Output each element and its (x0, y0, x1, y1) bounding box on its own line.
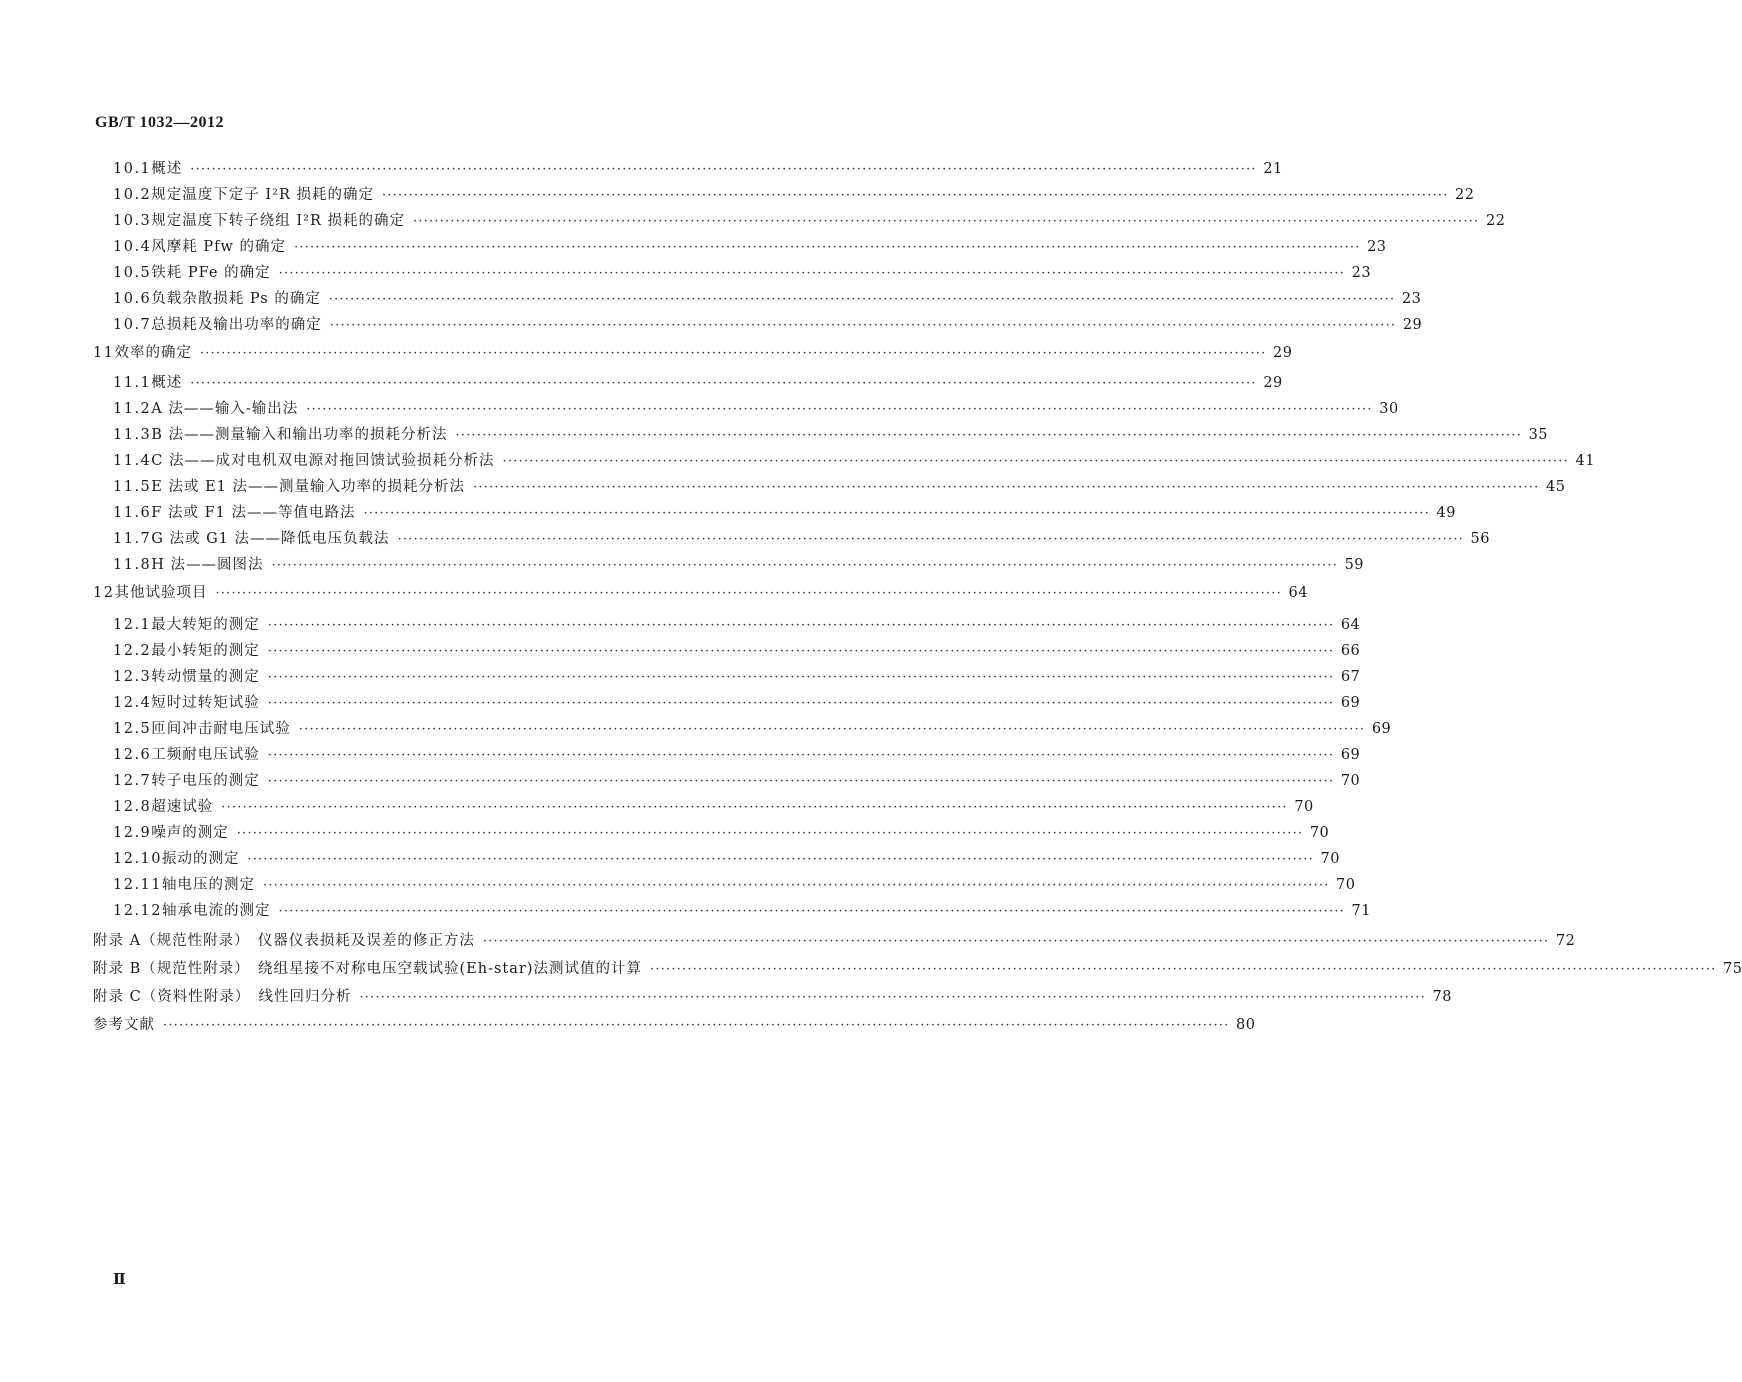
toc-entry-number: 12.7 (113, 773, 152, 789)
toc-entry-title: 概述 (151, 375, 183, 391)
toc-entry-title: A 法——输入-输出法 (151, 401, 299, 417)
toc-entry[interactable] (113, 692, 1361, 714)
toc-entry[interactable] (93, 958, 1742, 980)
toc-entry-number: 11.8 (113, 557, 152, 573)
dot-leader: ········································································································································································································ (650, 962, 1717, 977)
toc-entry[interactable] (113, 184, 1475, 206)
toc-entry-page: 70 (1294, 799, 1314, 815)
toc-entry-page: 67 (1340, 669, 1361, 685)
toc-entry-page: 70 (1336, 877, 1356, 893)
dot-leader: ········································································································································································································ (359, 990, 1426, 1005)
toc-entry-page: 45 (1546, 479, 1566, 495)
toc-entry-number: 11.5 (113, 479, 152, 495)
toc-entry-title: 轴承电流的测定 (162, 903, 271, 919)
toc-entry-number: 12.3 (113, 669, 152, 685)
toc-entry-title: H 法——圆图法 (151, 557, 264, 573)
dot-leader: ········································································································································································································ (482, 934, 1550, 949)
toc-entry[interactable] (113, 450, 1595, 472)
dot-leader: ········································································································································································································ (329, 318, 1397, 333)
toc-entry-title: B 法——测量输入和输出功率的损耗分析法 (151, 427, 448, 443)
toc-entry-page: 23 (1351, 265, 1372, 281)
toc-entry-title: 规定温度下定子 I²R 损耗的确定 (151, 187, 374, 203)
toc-entry-title: F 法或 F1 法——等值电路法 (151, 505, 356, 521)
toc-entry-page: 66 (1340, 643, 1361, 659)
toc-entry-number: 11 (93, 345, 115, 361)
toc-entry-number: 12.5 (113, 721, 152, 737)
toc-entry-title: 最大转矩的测定 (151, 617, 260, 633)
toc-entry[interactable] (93, 582, 1308, 604)
dot-leader: ········································································································································································································ (215, 586, 1282, 601)
toc-entry-page: 49 (1436, 505, 1456, 521)
toc-entry[interactable] (113, 314, 1423, 336)
toc-entry-page: 78 (1432, 989, 1452, 1005)
toc-entry-title: 工频耐电压试验 (151, 747, 260, 763)
toc-entry-title: 附录 B（规范性附录） 绕组星接不对称电压空载试验(Eh-star)法测试值的计算 (93, 961, 642, 977)
toc-entry-page: 64 (1288, 585, 1308, 601)
toc-entry[interactable] (113, 236, 1387, 258)
dot-leader: ········································································································································································································ (221, 800, 1288, 815)
toc-entry-page: 35 (1528, 427, 1549, 443)
toc-entry-title: 噪声的测定 (151, 825, 229, 841)
toc-entry-title: 超速试验 (151, 799, 214, 815)
toc-entry[interactable] (113, 398, 1399, 420)
toc-entry-page: 29 (1263, 375, 1283, 391)
toc-entry-number: 10.2 (113, 187, 152, 203)
document-header: GB/T 1032—2012 (95, 114, 224, 131)
toc-entry[interactable] (113, 900, 1371, 922)
toc-entry-page: 22 (1455, 187, 1475, 203)
toc-entry-page: 70 (1309, 825, 1330, 841)
toc-entry-number: 12.12 (113, 903, 163, 919)
dot-leader: ········································································································································································································ (502, 454, 1569, 469)
toc-entry-title: 风摩耗 Pfw 的确定 (151, 239, 287, 255)
toc-entry-title: E 法或 E1 法——测量输入功率的损耗分析法 (151, 479, 466, 495)
toc-entry-number: 11.1 (113, 375, 152, 391)
dot-leader: ········································································································································································································ (236, 826, 1304, 841)
toc-entry-title: 概述 (151, 161, 183, 177)
toc-entry-page: 21 (1263, 161, 1283, 177)
dot-leader: ········································································································································································································ (267, 696, 1335, 711)
toc-entry-number: 12.4 (113, 695, 152, 711)
toc-entry-page: 69 (1371, 721, 1392, 737)
dot-leader: ········································································································································································································ (190, 376, 1257, 391)
toc-entry-page: 23 (1401, 291, 1422, 307)
toc-entry[interactable] (113, 476, 1566, 498)
toc-entry[interactable] (113, 210, 1506, 232)
toc-entry-page: 23 (1367, 239, 1387, 255)
toc-entry[interactable] (113, 502, 1456, 524)
toc-entry[interactable] (113, 822, 1330, 844)
toc-entry-number: 11.7 (113, 531, 152, 547)
page-number: Ⅱ (113, 1272, 126, 1288)
dot-leader: ········································································································································································································ (278, 266, 1346, 281)
dot-leader: ········································································································································································································ (412, 214, 1480, 229)
dot-leader: ········································································································································································································ (278, 904, 1345, 919)
toc-entry-number: 10.3 (113, 213, 152, 229)
dot-leader: ········································································································································································································ (363, 506, 1430, 521)
toc-entry-title: 附录 C（资料性附录） 线性回归分析 (93, 989, 352, 1005)
toc-entry-title: G 法或 G1 法——降低电压负载法 (151, 531, 390, 547)
toc-entry[interactable] (113, 848, 1340, 870)
toc-entry-number: 10.7 (113, 317, 152, 333)
toc-entry-page: 71 (1351, 903, 1371, 919)
toc-entry-number: 12.6 (113, 747, 152, 763)
toc-entry-title: 附录 A（规范性附录） 仪器仪表损耗及误差的修正方法 (93, 933, 475, 949)
toc-entry-page: 29 (1272, 345, 1293, 361)
toc-entry-page: 41 (1575, 453, 1595, 469)
toc-entry[interactable] (93, 986, 1452, 1008)
toc-entry-number: 12.2 (113, 643, 152, 659)
toc-entry-page: 64 (1340, 617, 1361, 633)
toc-entry-number: 10.4 (113, 239, 152, 255)
toc-entry-title: 铁耗 PFe 的确定 (151, 265, 271, 281)
dot-leader: ········································································································································································································ (473, 480, 1540, 495)
toc-entry-page: 72 (1555, 933, 1576, 949)
dot-leader: ········································································································································································································ (267, 644, 1335, 659)
dot-leader: ········································································································································································································ (271, 558, 1339, 573)
toc-entry[interactable] (113, 874, 1356, 896)
toc-entry-page: 22 (1486, 213, 1506, 229)
dot-leader: ········································································································································································································ (381, 188, 1449, 203)
dot-leader: ········································································································································································································ (199, 346, 1267, 361)
toc-entry-number: 12.10 (113, 851, 163, 867)
toc-entry-number: 10.1 (113, 161, 152, 177)
toc-entry-number: 10.6 (113, 291, 152, 307)
toc-entry-title: 参考文献 (93, 1017, 155, 1033)
toc-entry-number: 11.2 (113, 401, 152, 417)
toc-entry[interactable] (113, 554, 1365, 576)
toc-entry-title: 振动的测定 (162, 851, 240, 867)
toc-entry[interactable] (113, 796, 1314, 818)
toc-entry[interactable] (113, 614, 1361, 636)
toc-entry[interactable] (113, 372, 1283, 394)
toc-entry-title: 转子电压的测定 (151, 773, 260, 789)
toc-entry-number: 12 (93, 585, 115, 601)
toc-entry-title: 最小转矩的测定 (151, 643, 260, 659)
dot-leader: ········································································································································································································ (267, 670, 1335, 685)
toc-entry[interactable] (113, 718, 1392, 740)
dot-leader: ········································································································································································································ (263, 878, 1330, 893)
dot-leader: ········································································································································································································ (455, 428, 1523, 443)
dot-leader: ········································································································································································································ (294, 240, 1361, 255)
dot-leader: ········································································································································································································ (306, 402, 1373, 417)
toc-entry-page: 59 (1344, 557, 1365, 573)
toc-entry-title: 负载杂散损耗 Ps 的确定 (151, 291, 321, 307)
toc-entry[interactable] (93, 930, 1576, 952)
dot-leader: ········································································································································································································ (298, 722, 1366, 737)
toc-entry-page: 29 (1402, 317, 1423, 333)
toc-entry-page: 70 (1340, 773, 1361, 789)
toc-entry-number: 11.6 (113, 505, 152, 521)
toc-entry-page: 56 (1470, 531, 1490, 547)
toc-entry-title: 总损耗及输出功率的确定 (151, 317, 322, 333)
dot-leader: ········································································································································································································ (190, 162, 1257, 177)
toc-entry[interactable] (93, 1014, 1256, 1036)
toc-entry-page: 69 (1340, 695, 1361, 711)
toc-entry-title: 轴电压的测定 (162, 877, 256, 893)
toc-entry-title: 效率的确定 (114, 345, 192, 361)
dot-leader: ········································································································································································································ (247, 852, 1314, 867)
toc-entry-title: 其他试验项目 (114, 585, 208, 601)
toc-entry-number: 12.1 (113, 617, 152, 633)
toc-entry-page: 30 (1379, 401, 1399, 417)
dot-leader: ········································································································································································································ (267, 748, 1335, 763)
toc-entry-title: 规定温度下转子绕组 I²R 损耗的确定 (151, 213, 405, 229)
toc-entry-page: 80 (1236, 1017, 1256, 1033)
toc-entry[interactable] (113, 528, 1490, 550)
toc-entry-title: C 法——成对电机双电源对拖回馈试验损耗分析法 (151, 453, 495, 469)
toc-entry[interactable] (113, 744, 1361, 766)
dot-leader: ········································································································································································································ (163, 1018, 1230, 1033)
dot-leader: ········································································································································································································ (267, 618, 1335, 633)
toc-entry[interactable] (113, 288, 1422, 310)
toc-entry-number: 12.11 (113, 877, 163, 893)
toc-entry[interactable] (113, 262, 1372, 284)
toc-entry[interactable] (113, 666, 1361, 688)
toc-entry[interactable] (113, 424, 1549, 446)
dot-leader: ········································································································································································································ (397, 532, 1464, 547)
toc-entry[interactable] (113, 640, 1361, 662)
toc-entry-title: 匝间冲击耐电压试验 (151, 721, 291, 737)
toc-entry-number: 11.4 (113, 453, 152, 469)
dot-leader: ········································································································································································································ (328, 292, 1396, 307)
toc-entry-number: 11.3 (113, 427, 152, 443)
dot-leader: ········································································································································································································ (267, 774, 1335, 789)
toc-entry-number: 12.8 (113, 799, 152, 815)
toc-entry[interactable] (93, 342, 1293, 364)
toc-entry-page: 75 (1723, 961, 1742, 977)
toc-entry-page: 70 (1320, 851, 1340, 867)
toc-entry-title: 短时过转矩试验 (151, 695, 260, 711)
toc-entry-number: 10.5 (113, 265, 152, 281)
toc-entry[interactable] (113, 158, 1283, 180)
toc-entry-page: 69 (1340, 747, 1361, 763)
toc-entry-title: 转动惯量的测定 (151, 669, 260, 685)
toc-entry-number: 12.9 (113, 825, 152, 841)
toc-entry[interactable] (113, 770, 1361, 792)
